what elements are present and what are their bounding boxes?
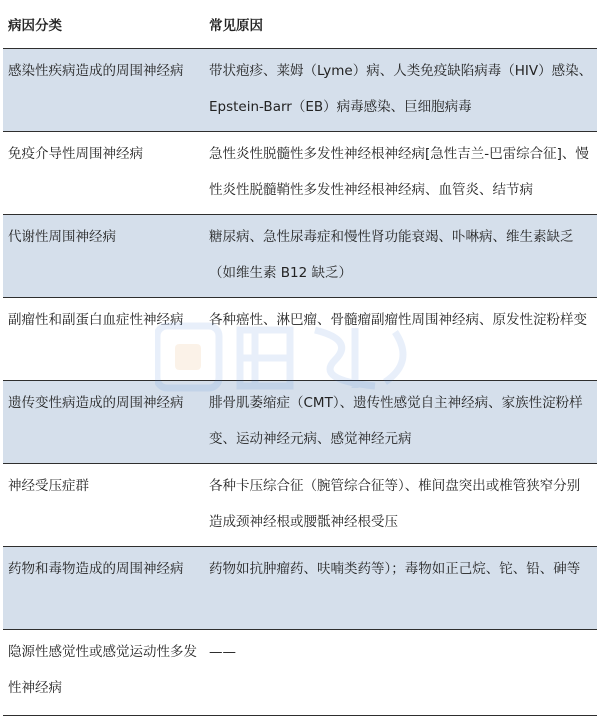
causes-cell: 各种癌性、淋巴瘤、骨髓瘤副瘤性周围神经病、原发性淀粉样变 — [209, 312, 587, 328]
causes-cell: 腓骨肌萎缩症（CMT）、遗传性感觉自主神经病、家族性淀粉样变、运动神经元病、感觉神经元病 — [209, 395, 583, 447]
table-row — [3, 298, 597, 381]
causes-cell: 糖尿病、急性尿毒症和慢性肾功能衰竭、卟啉病、维生素缺乏（如维生素 B12 缺乏） — [209, 229, 574, 281]
category-cell: 隐源性感觉性或感觉运动性多发性神经病 — [8, 644, 197, 696]
category-cell: 药物和毒物造成的周围神经病 — [8, 561, 184, 577]
causes-cell: 各种卡压综合征（腕管综合征等）、椎间盘突出或椎管狭窄分别造成颈神经根或腰骶神经根受压 — [209, 478, 581, 530]
header-category: 病因分类 — [8, 18, 62, 34]
category-cell: 副瘤性和副蛋白血症性神经病 — [8, 312, 184, 328]
category-cell: 代谢性周围神经病 — [8, 229, 116, 245]
table-row — [3, 215, 597, 298]
cause-table — [3, 3, 597, 716]
header-causes: 常见原因 — [209, 18, 263, 34]
category-cell: 感染性疾病造成的周围神经病 — [8, 63, 184, 79]
table-row — [3, 547, 597, 630]
causes-cell: 药物如抗肿瘤药、呋喃类药等）；毒物如正己烷、铊、铅、砷等 — [209, 561, 581, 577]
table-row — [3, 381, 597, 464]
table-row — [3, 132, 597, 215]
category-cell: 遗传变性病造成的周围神经病 — [8, 395, 184, 411]
table-row — [3, 464, 597, 547]
category-cell: 神经受压症群 — [8, 478, 89, 494]
causes-cell: —— — [209, 644, 236, 660]
category-cell: 免疫介导性周围神经病 — [8, 146, 143, 162]
table-row — [3, 630, 597, 716]
causes-cell: 带状疱疹、莱姆（Lyme）病、人类免疫缺陷病毒（HIV）感染、Epstein-Barr（EB）病毒感染、巨细胞病毒 — [209, 63, 593, 115]
causes-cell: 急性炎性脱髓性多发性神经根神经病[急性吉兰-巴雷综合征]、慢性炎性脱髓鞘性多发性神经根神经病、血管炎、结节病 — [209, 146, 589, 198]
table-header — [3, 3, 597, 49]
table-row — [3, 49, 597, 132]
